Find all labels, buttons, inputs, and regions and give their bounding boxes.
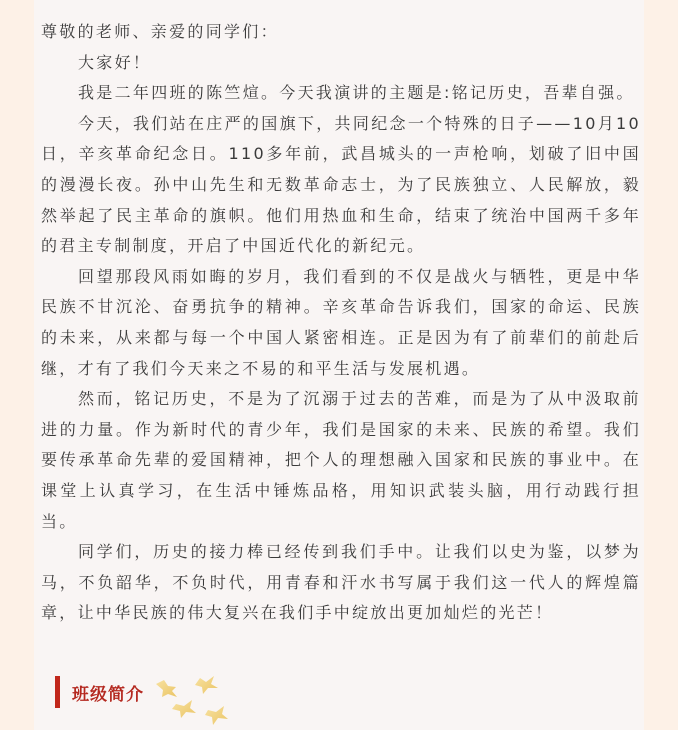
speech-paragraph-responsibility: 然而，铭记历史，不是为了沉溺于过去的苦难，而是为了从中汲取前进的力量。作为新时代的青少年，我们是国家的未来、民族的希望。我们要传承革命先辈的爱国精神，把个人的理想融入国家和民族的事业中。在课堂上认真学习，在生活中锤炼品格，用知识武装头脑，用行动践行担当。: [41, 389, 641, 531]
speech-paragraph-reflection: 回望那段风雨如晦的岁月，我们看到的不仅是战火与牺牲，更是中华民族不甘沉沦、奋勇抗争的精神。辛亥革命告诉我们，国家的命运、民族的未来，从来都与每一个中国人紧密相连。正是因为有了前辈们的前赴后继，才有了我们今天来之不易的和平生活与发展机遇。: [41, 266, 641, 378]
section-accent-bar: [55, 676, 60, 708]
speech-greeting: 尊敬的老师、亲爱的同学们：: [41, 22, 279, 41]
class-intro-section-header: [55, 676, 144, 708]
speech-paragraph-intro: 我是二年四班的陈竺煊。今天我演讲的主题是:铭记历史，吾辈自强。: [78, 83, 635, 103]
speech-paragraph-closing: 同学们，历史的接力棒已经传到我们手中。让我们以史为鉴，以梦为马，不负韶华，不负时代，用青春和汗水书写属于我们这一代人的辉煌篇章，让中华民族的伟大复兴在我们手中绽放出更加灿烂的光芒！: [41, 542, 641, 623]
section-title: 班级简介: [72, 684, 144, 705]
speech-paragraph-hello: 大家好！: [78, 52, 152, 72]
flying-birds-icon: [150, 672, 240, 730]
speech-article: [41, 17, 641, 629]
speech-paragraph-history: 今天，我们站在庄严的国旗下，共同纪念一个特殊的日子——10月10日，辛亥革命纪念日。110多年前，武昌城头的一声枪响，划破了旧中国的漫漫长夜。孙中山先生和无数革命志士，为了民族独立、人民解放，毅然举起了民主革命的旗帜。他们用热血和生命，结束了统治中国两千多年的君主专制制度，开启了中国近代化的新纪元。: [41, 113, 641, 256]
